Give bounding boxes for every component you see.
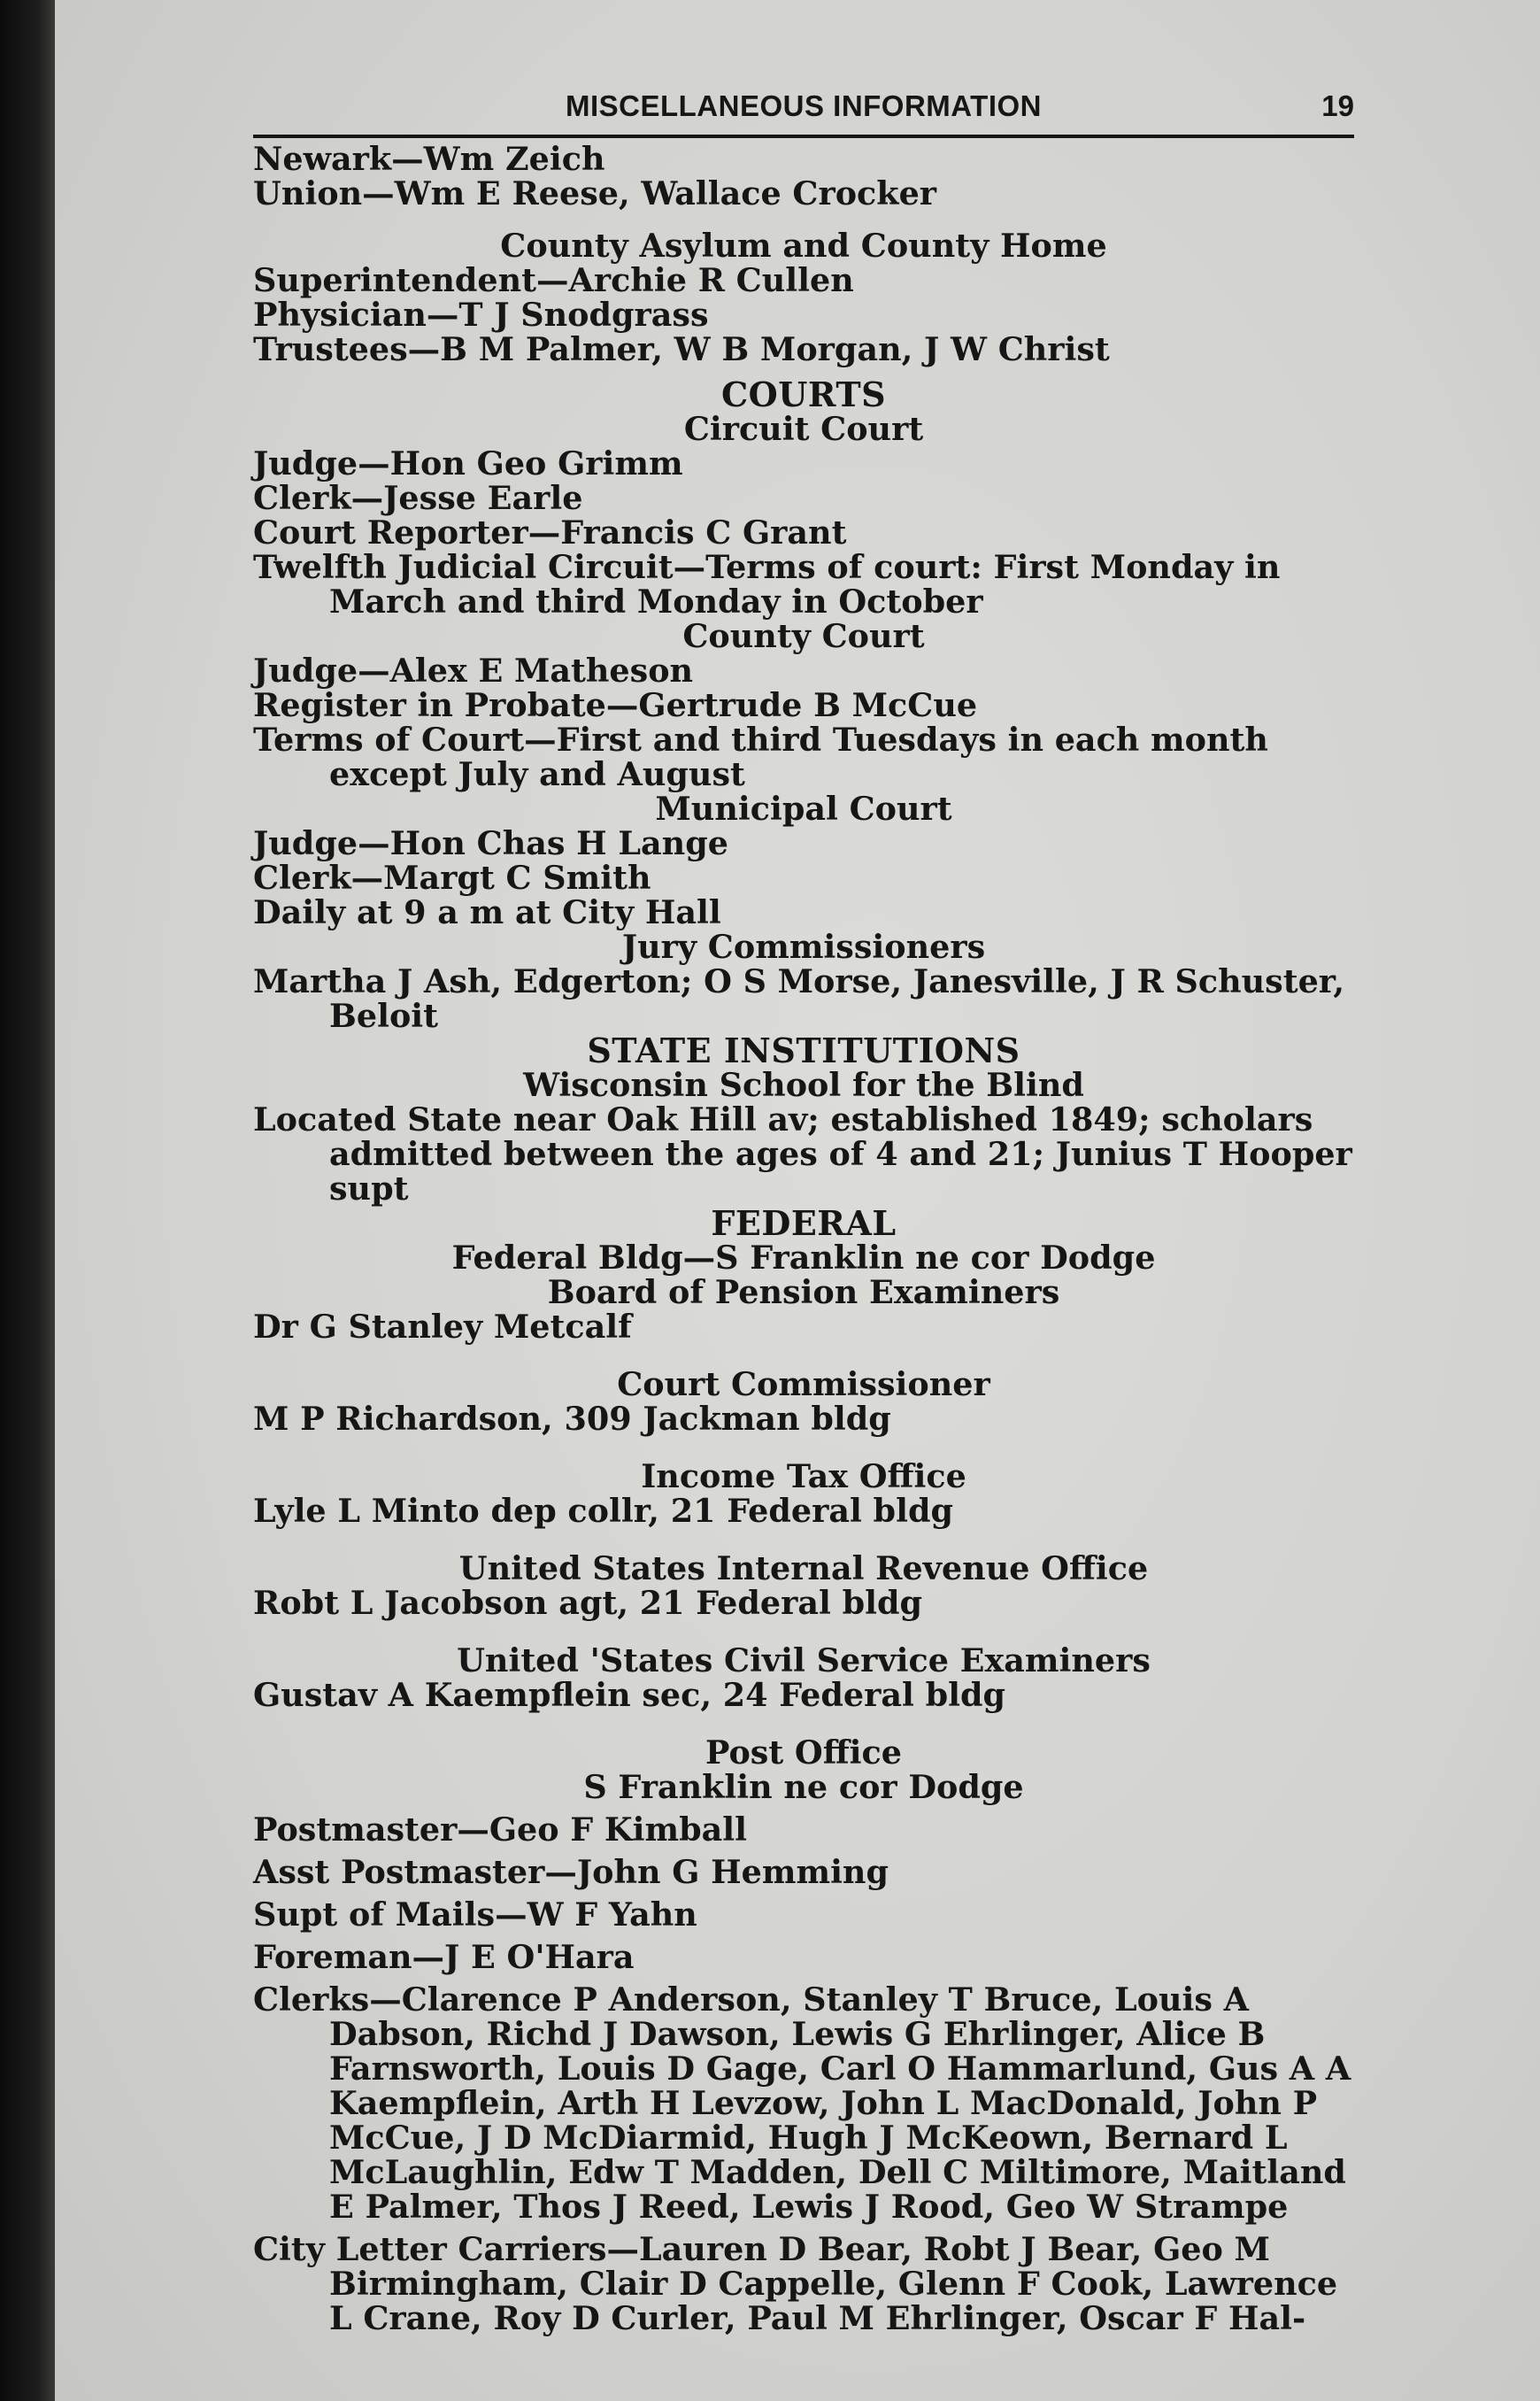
entry-pension-examiner: Dr G Stanley Metcalf [253,1308,632,1346]
entry-trustees: Trustees—B M Palmer, W B Morgan, J W Christ [253,330,1110,368]
book-spine-shadow [0,0,55,2401]
subheading-jury-commissioners: Jury Commissioners [621,928,986,966]
subheading-municipal-court: Municipal Court [655,790,952,828]
entry-superintendent: Superintendent—Archie R Cullen [253,261,854,299]
entry-physician: Physician—T J Snodgrass [253,296,709,334]
subheading-post-office: Post Office [705,1733,902,1772]
subheading-county-court: County Court [682,617,925,655]
subheading-internal-revenue: United States Internal Revenue Office [458,1549,1149,1587]
entry-judicial-circuit: Twelfth Judicial Circuit—Terms of court: First Monday in March and third Monday in October [253,548,1281,621]
entry-terms-of-court: Terms of Court—First and third Tuesdays in each month except July and August [253,721,1268,793]
entry-postmaster: Postmaster—Geo F Kimball [253,1810,748,1849]
entry-jury-commissioners: Martha J Ash, Edgerton; O S Morse, Janesville, J R Schuster, Beloit [253,962,1345,1035]
entry-income-tax: Lyle L Minto dep collr, 21 Federal bldg [253,1492,953,1530]
section-heading-federal: FEDERAL [711,1203,897,1243]
entry-circuit-clerk: Clerk—Jesse Earle [253,479,583,517]
entry-asst-postmaster: Asst Postmaster—John G Hemming [253,1853,889,1891]
subheading-circuit-court: Circuit Court [683,410,924,448]
subheading-income-tax: Income Tax Office [641,1457,966,1495]
entry-supt-mails: Supt of Mails—W F Yahn [253,1895,697,1934]
entry-union: Union—Wm E Reese, Wallace Crocker [253,174,937,212]
entry-county-judge: Judge—Alex E Matheson [253,652,694,690]
entry-clerks: Clerks—Clarence P Anderson, Stanley T Bruce, Louis A Dabson, Richd J Dawson, Lewis G Ehrlinger, Alice B Farnsworth, Louis D Gage, Carl O Hammarlund, Gus A A Kaempflein, Arth H Levzow, John L MacDonald, John P McCue, J D McDiarmid, Hugh J McKeown, Bernard L McLaughlin, Edw T Madden, Dell C Miltimore, Maitland E Palmer, Thos J Reed, Lewis J Rood, Geo W Strampe [253,1980,1351,2226]
entry-foreman: Foreman—J E O'Hara [253,1938,635,1976]
federal-address: Federal Bldg—S Franklin ne cor Dodge [451,1239,1156,1277]
entry-circuit-judge: Judge—Hon Geo Grimm [253,444,683,483]
entry-internal-revenue: Robt L Jacobson agt, 21 Federal bldg [253,1584,923,1622]
entry-civil-service: Gustav A Kaempflein sec, 24 Federal bldg [253,1676,1005,1714]
subheading-court-commissioner: Court Commissioner [617,1365,990,1403]
entry-municipal-clerk: Clerk—Margt C Smith [253,859,651,897]
post-office-address: S Franklin ne cor Dodge [583,1768,1024,1806]
page-number: 19 [1321,89,1354,122]
running-head: MISCELLANEOUS INFORMATION [565,89,1043,122]
section-heading-state-institutions: STATE INSTITUTIONS [587,1031,1020,1070]
entry-municipal-judge: Judge—Hon Chas H Lange [253,824,728,862]
subheading-school-blind: Wisconsin School for the Blind [523,1066,1084,1104]
entry-school-blind: Located State near Oak Hill av; established 1849; scholars admitted between the ages of 4 and 21; Junius T Hooper supt [253,1100,1352,1208]
subheading-civil-service: United 'States Civil Service Examiners [457,1641,1151,1679]
entry-letter-carriers: City Letter Carriers—Lauren D Bear, Robt J Bear, Geo M Birmingham, Clair D Cappelle, Glenn F Cook, Lawrence L Crane, Roy D Curler, Paul M Ehrlinger, Oscar F Hal- [253,2230,1338,2337]
page-header [253,85,1354,138]
section-heading-courts: COURTS [720,374,887,414]
entry-newark: Newark—Wm Zeich [253,140,605,178]
entry-court-commissioner: M P Richardson, 309 Jackman bldg [253,1400,891,1438]
entry-register-probate: Register in Probate—Gertrude B McCue [253,686,978,724]
subheading-pension-examiners: Board of Pension Examiners [547,1273,1060,1311]
entry-municipal-hours: Daily at 9 a m at City Hall [253,893,721,931]
section-heading-county-asylum: County Asylum and County Home [500,227,1107,265]
page-content [253,85,1354,2335]
entry-court-reporter: Court Reporter—Francis C Grant [253,513,847,552]
